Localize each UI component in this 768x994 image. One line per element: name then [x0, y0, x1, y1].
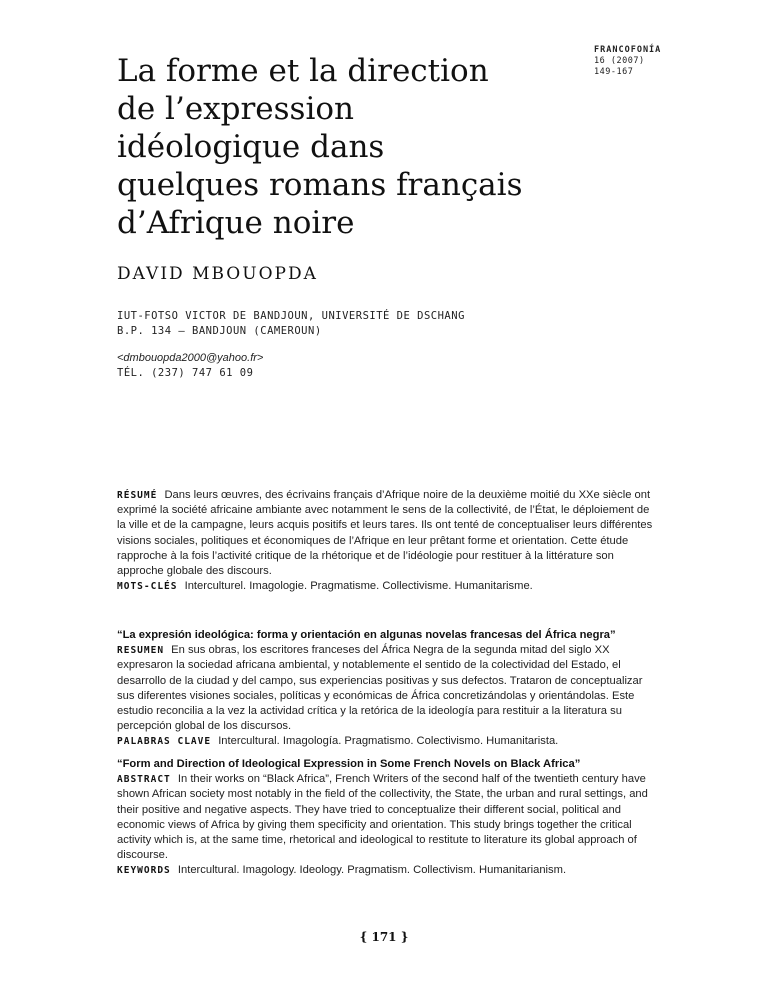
title-line: La forme et la direction	[117, 53, 489, 89]
keywords-paragraph	[117, 863, 657, 878]
journal-pages: 149-167	[594, 67, 634, 77]
page-number: { 171 }	[359, 930, 409, 944]
abstract-english	[117, 757, 657, 879]
abstract-text: Dans leurs œuvres, des écrivains français d’Afrique noire de la deuxième moitié du XXe siècle ont exprimé la société africaine ambiante avec notamment le sens de la collectivité, de l’État, le déploiement de la ville et de la campagne, leurs acquis positifs et leurs tares. Ils ont tenté de conceptualiser leurs différentes visions sociales, politiques et économiques de l’Afrique en leur prêtant forme et orientation. Cette étude rapproche à la fois l’activité critique de la rhétorique et de l’idéologie pour restituer à la littérature son approche globale des discours.	[117, 489, 653, 578]
keywords-text: Intercultural. Imagology. Ideology. Pragmatism. Collectivism. Humanitarianism.	[177, 864, 567, 877]
abstract-paragraph	[117, 488, 657, 579]
title-line: d’Afrique noire	[117, 205, 355, 241]
abstract-spanish	[117, 628, 657, 750]
abstract-text: En sus obras, los escritores franceses del África Negra de la segunda mitad del siglo XX expresaron la sociedad africana ambiental, y notablemente el sentido de la colectividad del Estado, el desarrollo de la ciudad y del campo, sus experiencias positivas y sus defectos. Trataron de conceptualizar sus diferentes visiones sociales, políticas y económicas de África concretizándolas y orientándolas. Este estudio reconcilia a la vez la actividad crítica y la retórica de la ideología para restituir a la literatura su percepción global de los discursos.	[117, 644, 643, 733]
keywords-text: Interculturel. Imagologie. Pragmatisme. Collectivisme. Humanitarisme.	[184, 580, 533, 593]
abstract-french	[117, 488, 657, 594]
abstract-label: RÉSUMÉ	[117, 490, 158, 501]
affiliation-line: B.P. 134 — BANDJOUN (CAMEROUN)	[117, 325, 322, 337]
abstract-paragraph	[117, 643, 657, 734]
keywords-label: PALABRAS CLAVE	[117, 736, 212, 748]
abstract-text: In their works on “Black Africa”, French Writers of the second half of the twentieth century have shown African society most notably in the field of the collectivity, the State, the urban and rural settings, and their positive and negative aspects. They have tried to conceptualize their different social, political and economic views of Africa by giving them specificity and orientation. This study brings together the critical activity which is, at the same time, rhetorical and ideological to restitute to literature its global approach of discourse.	[117, 773, 648, 862]
translated-title: “La expresión ideológica: forma y orientación en algunas novelas francesas del África negra”	[117, 629, 616, 641]
journal-name: FRANCOFONÍA	[594, 45, 662, 55]
keywords-paragraph	[117, 579, 657, 594]
phone-number: TÉL. (237) 747 61 09	[117, 367, 254, 379]
author-affiliation	[117, 309, 465, 339]
keywords-label: MOTS-CLÉS	[117, 581, 178, 593]
keywords-text: Intercultural. Imagología. Pragmatismo. Colectivismo. Humanitarista.	[218, 735, 559, 748]
journal-issue: 16 (2007)	[594, 56, 645, 66]
keywords-paragraph	[117, 734, 657, 749]
title-line: quelques romans français	[117, 167, 523, 203]
title-line: idéologique dans	[117, 129, 385, 165]
keywords-label: KEYWORDS	[117, 865, 171, 877]
journal-info	[594, 45, 661, 78]
article-title	[117, 52, 577, 242]
author-contact	[117, 351, 263, 381]
abstract-label: ABSTRACT	[117, 774, 171, 786]
title-line: de l’expression	[117, 91, 355, 127]
email-link[interactable]: <dmbouopda2000@yahoo.fr>	[117, 352, 264, 364]
affiliation-line: IUT-FOTSO VICTOR DE BANDJOUN, UNIVERSITÉ DE DSCHANG	[117, 310, 465, 322]
abstract-label: RESUMEN	[117, 645, 165, 657]
author-name: DAVID MBOUOPDA	[117, 264, 318, 284]
translated-title: “Form and Direction of Ideological Expression in Some French Novels on Black Africa”	[117, 758, 581, 770]
abstract-paragraph	[117, 772, 657, 863]
